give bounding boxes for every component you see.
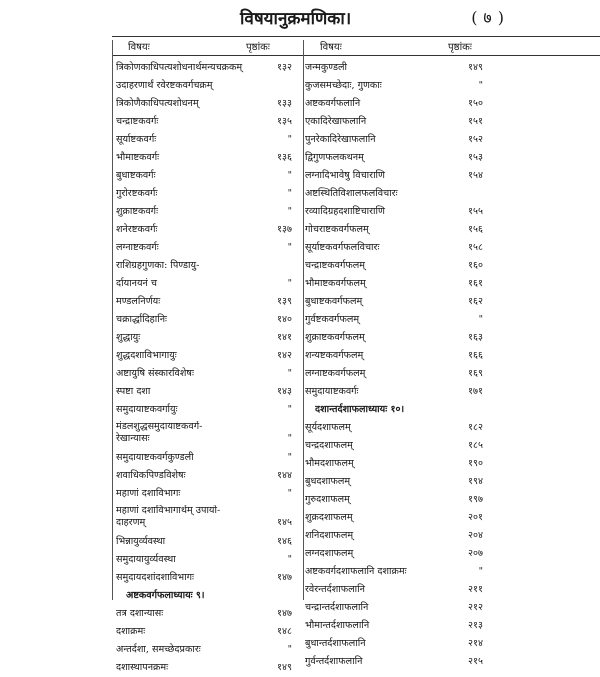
right-index-entry: [305, 364, 600, 382]
right-entry-title: भौमदशाफलम्: [305, 458, 354, 469]
right-entry-page: २०४: [468, 530, 483, 541]
left-index-entry: [116, 484, 302, 502]
left-index-entry: [116, 466, 302, 484]
left-index-entry: [116, 112, 302, 130]
left-entry-page: ": [287, 278, 292, 289]
right-entry-title: लग्नादिभावेषु विचाराणि: [305, 170, 385, 181]
left-entry-page: १४८: [277, 626, 292, 637]
right-entry-title: बुधदशाफलम्: [305, 476, 351, 487]
left-index-entry: [116, 274, 302, 292]
right-entry-title: जन्मकुण्डली: [305, 62, 347, 73]
left-entry-title: समुदायाष्टकवर्गायुः: [116, 404, 178, 415]
right-entry-title: शनिदशाफलम्: [305, 530, 354, 541]
right-entry-title: गोचराष्टकवर्गफलम्: [305, 224, 369, 235]
left-entry-page: १४०: [277, 314, 292, 325]
left-entry-page: १३२: [277, 62, 292, 73]
right-entry-page: १८५: [468, 440, 483, 451]
right-index-entry: [305, 76, 600, 94]
left-entry-title: उदाहरणार्थं रवेरष्टकवर्गचक्रम्: [116, 80, 213, 91]
left-index-entry: [116, 76, 302, 94]
right-index-entry: [305, 418, 600, 436]
right-index-entry: [305, 238, 600, 256]
right-entry-title: पुनरेकादिरेखाफलानि: [305, 134, 376, 145]
right-entry-page: १९४: [468, 476, 483, 487]
left-entry-page: १४१: [277, 332, 292, 343]
left-entry-page: ": [287, 404, 292, 415]
left-entry-title: सूर्याष्टकवर्गः: [116, 134, 157, 145]
left-entry-page: ": [287, 242, 292, 253]
left-index-entry: [116, 148, 302, 166]
right-entry-page: १६०: [468, 260, 483, 271]
left-entry-title: समुदायदशांदशाविभागः: [116, 572, 194, 583]
left-index-entry: [116, 310, 302, 328]
right-index-entry: [305, 562, 600, 580]
left-entry-title: समुदायाष्टकवर्गकुण्डली: [116, 452, 194, 463]
right-index-entry: [305, 580, 600, 598]
left-index-entry: [116, 346, 302, 364]
right-index-entry: [305, 292, 600, 310]
left-index-entry: [116, 400, 302, 418]
right-entry-title: गुर्वन्तर्दशाफलानि: [305, 656, 363, 667]
right-entry-title: दशान्तर्दशाफलाध्यायः १०।: [315, 404, 405, 415]
right-entry-page: १५४: [468, 170, 483, 181]
right-index-entry: [305, 130, 600, 148]
left-entry-title: तत्र दशान्यासः: [116, 608, 164, 619]
right-entry-title: अष्टस्थितिविशालफलविचारः: [305, 188, 398, 199]
left-index-entry: [116, 622, 302, 640]
right-entry-page: १५८: [468, 242, 483, 253]
right-entry-page: २११: [468, 584, 483, 595]
right-entry-title: कुजसमच्छेदाः, गुणकाः: [305, 80, 382, 91]
left-index-entry: [116, 130, 302, 148]
left-entry-title: दशाक्रमः: [116, 626, 146, 637]
left-entry-page: ": [287, 554, 292, 565]
left-entry-page: ": [287, 644, 292, 655]
left-entry-page: १४६: [277, 536, 292, 547]
left-page-header: पृष्ठांकः: [246, 42, 270, 53]
right-entry-page: ": [478, 314, 483, 325]
right-entry-page: १६१: [468, 278, 483, 289]
left-index-entry: [116, 448, 302, 466]
header-rule-top: [112, 36, 600, 37]
left-index-entry: [116, 184, 302, 202]
left-index-entry: [116, 418, 302, 448]
right-index-entry: [305, 616, 600, 634]
left-entry-page: १३३: [277, 98, 292, 109]
header-rule-bottom: [112, 55, 600, 56]
column-divider: [303, 40, 304, 600]
right-index-entry: [305, 634, 600, 652]
right-entry-title: एकादिरेखाफलानि: [305, 116, 367, 127]
right-index-entry: [305, 310, 600, 328]
right-entry-page: १४९: [468, 62, 483, 73]
right-entry-title: समुदायाष्टकवर्गः: [305, 386, 359, 397]
right-index-entry: [305, 274, 600, 292]
right-entry-page: १५१: [468, 116, 483, 127]
left-entry-page: ": [287, 368, 292, 379]
right-entry-title: चन्द्राष्टकवर्गफलम्: [305, 260, 365, 271]
left-entry-title: चक्रार्द्धादिहानिः: [116, 314, 168, 325]
left-index-entry: [116, 604, 302, 622]
right-entry-page: १५५: [468, 206, 483, 217]
right-entry-title: लग्नाष्टकवर्गफलम्: [305, 368, 366, 379]
left-entry-title: मण्डलनिर्णयः: [116, 296, 161, 307]
left-entry-page: १३९: [277, 296, 292, 307]
left-entry-title: राशिग्रहगुणका: पिण्डायु-: [116, 260, 200, 271]
right-entry-title: रवेरन्तर्दशाफलानि: [305, 584, 365, 595]
left-entry-page: १४७: [277, 608, 292, 619]
right-entry-title: सूर्यदशाफलम्: [305, 422, 351, 433]
left-border: [112, 40, 113, 600]
right-entry-page: १५६: [468, 224, 483, 235]
left-entry-page: १४२: [277, 350, 292, 361]
right-index-entry: [305, 58, 600, 76]
right-entry-title: लग्नदशाफलम्: [305, 548, 354, 559]
left-entry-title: महाणां दशाविभागार्थम् उपायो- दाहरणम्: [116, 505, 221, 528]
right-index-entry: [305, 202, 600, 220]
left-index-entry: [116, 328, 302, 346]
left-entry-title: त्रिकोणकाधिपत्यशोधनार्थमन्यचक्रकम्: [116, 62, 243, 73]
left-entry-title: गुरोरष्टकवर्गः: [116, 188, 158, 199]
left-index-column: [116, 58, 302, 676]
left-entry-page: ": [287, 488, 292, 499]
left-entry-title: भिन्नायुर्व्यवस्था: [116, 536, 166, 547]
right-index-entry: [305, 94, 600, 112]
left-entry-page: १४९: [277, 662, 292, 673]
left-index-entry: [116, 550, 302, 568]
left-entry-page: १३५: [277, 116, 292, 127]
left-entry-title: शनेरष्टकवर्गः: [116, 224, 158, 235]
right-entry-title: शुक्राष्टकवर्गफलम्: [305, 332, 365, 343]
right-entry-page: १६२: [468, 296, 483, 307]
left-entry-title: दशास्थापनक्रमः: [116, 662, 169, 673]
left-index-entry: [116, 568, 302, 586]
left-entry-title: मंडलशुद्धसमुदायाष्टकवर्ग- रेखान्यासः: [116, 421, 203, 444]
left-index-entry: [116, 658, 302, 676]
right-entry-title: गुरुदशाफलम्: [305, 494, 350, 505]
left-entry-title: महाणां दशाविभागः: [116, 488, 181, 499]
left-entry-page: ": [287, 452, 292, 463]
right-index-entry: [305, 490, 600, 508]
right-entry-title: चन्द्रदशाफलम्: [305, 440, 353, 451]
right-index-entry: [305, 544, 600, 562]
right-entry-title: बुधान्तर्दशाफलानि: [305, 638, 366, 649]
left-entry-page: १४७: [277, 572, 292, 583]
right-entry-title: शुक्रदशाफलम्: [305, 512, 353, 523]
right-entry-title: रव्यादिग्रहदशाष्टिचाराणि: [305, 206, 385, 217]
right-entry-page: २१३: [468, 620, 483, 631]
right-entry-page: २०१: [468, 512, 483, 523]
left-index-entry: [116, 256, 302, 274]
right-index-entry: [305, 472, 600, 490]
right-index-entry: [305, 508, 600, 526]
left-entry-title: र्दायानयनं च: [116, 278, 157, 289]
right-entry-page: १५०: [468, 98, 483, 109]
left-entry-page: ": [287, 134, 292, 145]
right-entry-page: १६९: [468, 368, 483, 379]
right-index-entry: [305, 184, 600, 202]
right-index-entry: [305, 598, 600, 616]
left-entry-title: शुक्राष्टकवर्गः: [116, 206, 159, 217]
right-entry-page: २०७: [468, 548, 483, 559]
right-entry-page: १९७: [468, 494, 483, 505]
right-subject-header: विषयः: [320, 42, 342, 53]
left-index-entry: [116, 364, 302, 382]
right-entry-title: द्विगुणफलकथनम्: [305, 152, 364, 163]
right-entry-title: शन्यष्टकवर्गफलम्: [305, 350, 364, 361]
left-index-entry: [116, 94, 302, 112]
right-entry-title: गुर्वष्टकवर्गफलम्: [305, 314, 360, 325]
page-header: [0, 4, 600, 34]
left-subject-header: विषयः: [128, 42, 150, 53]
right-entry-page: १८२: [468, 422, 483, 433]
right-entry-title: सूर्याष्टकवर्गफलविचारः: [305, 242, 380, 253]
left-entry-title: चन्द्राष्टकवर्गः: [116, 116, 159, 127]
left-index-entry: [116, 166, 302, 184]
right-entry-page: १६६: [468, 350, 483, 361]
page-number: (७): [471, 8, 510, 27]
right-index-entry: [305, 526, 600, 544]
right-entry-title: चन्द्रान्तर्दशाफलानि: [305, 602, 369, 613]
right-entry-title: भौमान्तर्दशाफलानि: [305, 620, 370, 631]
left-index-entry: [116, 532, 302, 550]
right-entry-title: अष्टकवर्गदशाफलानि दशाक्रमः: [305, 566, 407, 577]
right-index-entry: [305, 328, 600, 346]
left-index-entry: [116, 586, 302, 604]
left-entry-title: अष्टायुषि संस्कारविशेषः: [116, 368, 194, 379]
left-entry-page: १३६: [277, 152, 292, 163]
right-index-entry: [305, 112, 600, 130]
left-entry-page: १४३: [277, 386, 292, 397]
right-index-entry: [305, 346, 600, 364]
right-entry-title: बुधाष्टकवर्गफलम्: [305, 296, 363, 307]
right-entry-page: २१४: [468, 638, 483, 649]
left-index-entry: [116, 202, 302, 220]
page-title: विषयानुक्रमणिका।: [240, 9, 352, 29]
left-index-entry: [116, 238, 302, 256]
left-entry-title: लग्नाष्टकवर्गः: [116, 242, 159, 253]
right-entry-title: अष्टकवर्गफलानि: [305, 98, 361, 109]
right-index-entry: [305, 652, 600, 670]
left-entry-title: शुद्धायुः: [116, 332, 141, 343]
left-entry-title: त्रिकोणैकाधिपत्यशोधनम्: [116, 98, 199, 109]
left-index-entry: [116, 502, 302, 532]
left-index-entry: [116, 640, 302, 658]
left-entry-page: ": [287, 206, 292, 217]
right-index-entry: [305, 148, 600, 166]
right-entry-page: २१२: [468, 602, 483, 613]
right-entry-page: १९०: [468, 458, 483, 469]
left-entry-title: बुधाष्टकवर्गः: [116, 170, 156, 181]
left-index-entry: [116, 382, 302, 400]
right-entry-page: १७१: [468, 386, 483, 397]
left-entry-title: शवाधिकपिण्डविशेषः: [116, 470, 186, 481]
right-index-entry: [305, 256, 600, 274]
left-entry-title: भौमाष्टकवर्गः: [116, 152, 160, 163]
left-entry-title: शुद्धदशाविभागायुः: [116, 350, 177, 361]
right-index-entry: [305, 166, 600, 184]
right-entry-page: १५३: [468, 152, 483, 163]
left-entry-page: ": [287, 433, 292, 444]
left-entry-page: १४४: [277, 470, 292, 481]
left-entry-title: समुदायायुर्व्यवस्था: [116, 554, 176, 565]
right-entry-page: २१५: [468, 656, 483, 667]
right-index-entry: [305, 454, 600, 472]
left-entry-title: अष्टकवर्गफलाध्यायः ९।: [126, 590, 205, 601]
left-entry-page: ": [287, 170, 292, 181]
right-entry-page: ": [478, 566, 483, 577]
right-entry-title: भौमाष्टकवर्गफलम्: [305, 278, 366, 289]
left-entry-page: ": [287, 188, 292, 199]
left-entry-title: स्पष्टा दशा: [116, 386, 151, 397]
right-index-entry: [305, 400, 600, 418]
right-index-column: [305, 58, 600, 670]
right-entry-page: १६३: [468, 332, 483, 343]
right-entry-page: ": [478, 80, 483, 91]
right-index-entry: [305, 382, 600, 400]
left-entry-page: १३७: [277, 224, 292, 235]
right-page-header: पृष्ठांकः: [448, 42, 472, 53]
left-index-entry: [116, 58, 302, 76]
left-index-entry: [116, 220, 302, 238]
right-index-entry: [305, 436, 600, 454]
right-index-entry: [305, 220, 600, 238]
left-index-entry: [116, 292, 302, 310]
right-entry-page: १५२: [468, 134, 483, 145]
left-entry-title: अन्तर्दशा, समच्छेदप्रकारः: [116, 644, 201, 655]
left-entry-page: १४५: [277, 517, 292, 528]
